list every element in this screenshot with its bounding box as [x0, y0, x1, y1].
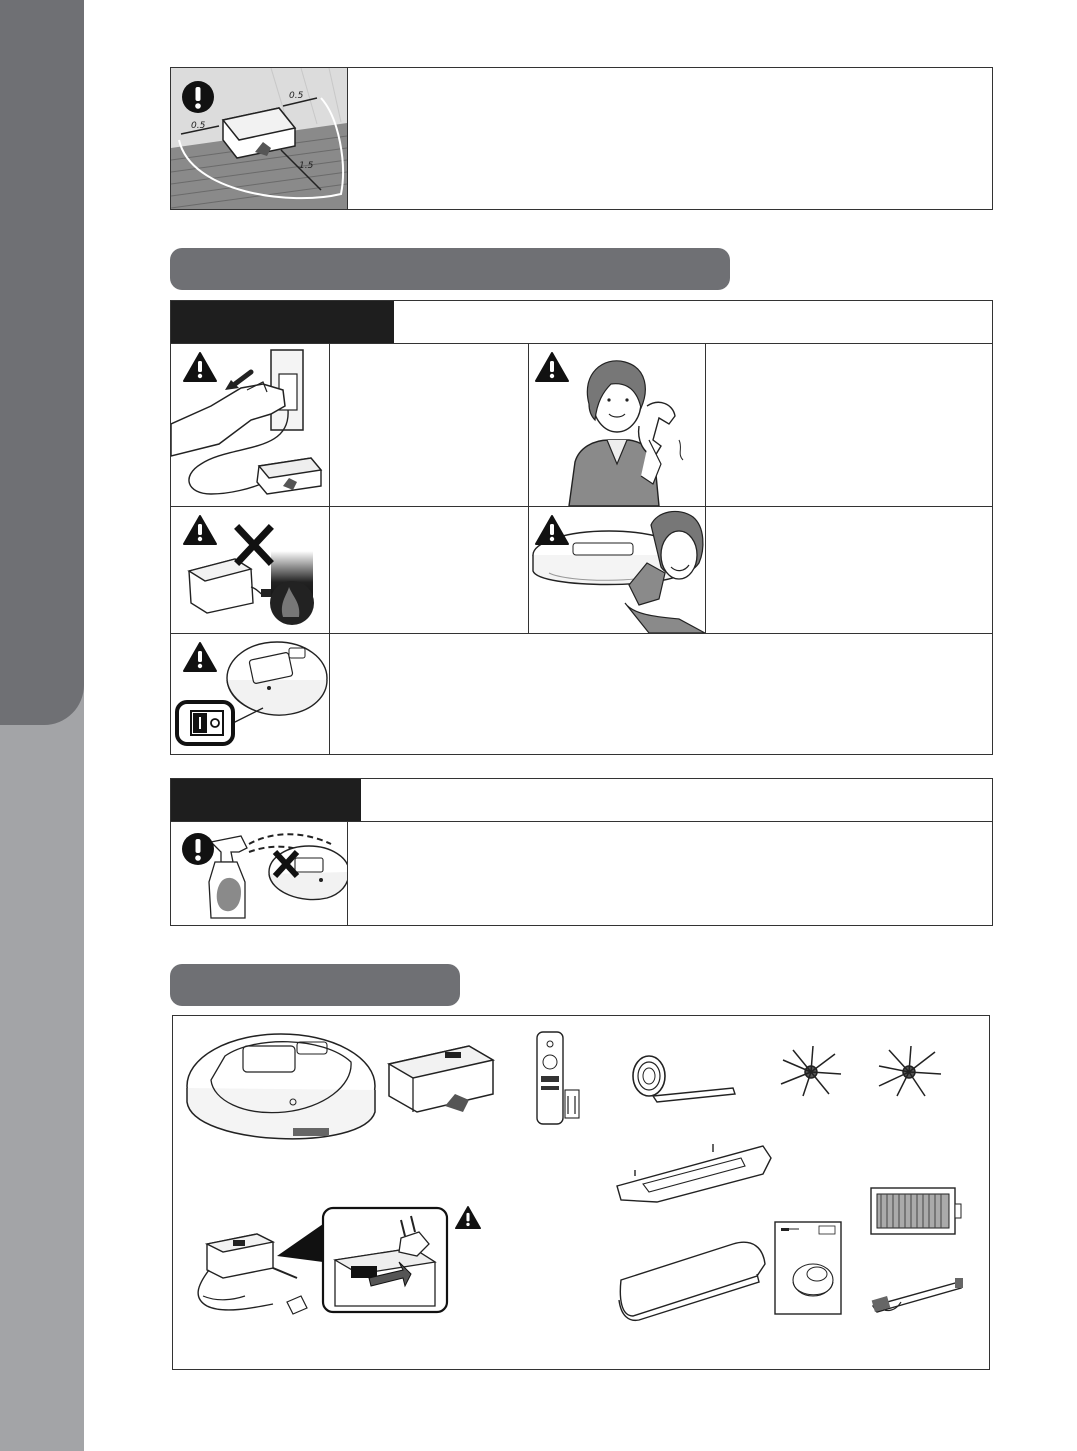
remote-control-illustration: [537, 1032, 579, 1124]
warning-triangle-icon: [183, 515, 217, 545]
charging-station-illustration: [389, 1046, 493, 1112]
dimension-front: 1.5: [299, 161, 314, 171]
dimension-left: 0.5: [191, 121, 206, 131]
warning-dry-cloth-illustration: [529, 507, 705, 633]
mop-pad-illustration: [619, 1242, 765, 1320]
side-brush-right-illustration: [879, 1046, 941, 1096]
warning-triangle-icon: [455, 1206, 481, 1229]
caution-header: [171, 779, 361, 821]
power-adapter-illustration: [198, 1208, 447, 1314]
placement-illustration: [171, 68, 347, 209]
mop-holder-illustration: [617, 1144, 771, 1202]
warning-power-switch-illustration: [171, 634, 329, 754]
components-illustrations: [173, 1016, 991, 1371]
dimension-right: 0.5: [289, 91, 304, 101]
caution-table: [170, 778, 993, 926]
side-brush-left-illustration: [781, 1046, 841, 1096]
warning-service-illustration: [529, 344, 705, 506]
warning-unplug-illustration: [171, 344, 329, 506]
warning-table: [170, 300, 993, 755]
robot-cleaner-illustration: [187, 1034, 375, 1139]
warning-triangle-icon: [183, 642, 217, 672]
placement-note-box: [170, 67, 993, 210]
warning-triangle-icon: [535, 352, 569, 382]
warning-header: [171, 301, 394, 343]
exclamation-circle-icon: [181, 832, 215, 866]
warning-triangle-icon: [183, 352, 217, 382]
warning-triangle-icon: [535, 515, 569, 545]
components-box: [172, 1015, 990, 1370]
caution-spray-illustration: [171, 822, 347, 925]
components-section-heading: [170, 964, 460, 1006]
safety-section-heading: [170, 248, 730, 290]
user-manual-illustration: [775, 1222, 841, 1314]
warning-battery-fire-illustration: [171, 507, 329, 633]
chapter-tab: [0, 0, 84, 725]
exclamation-circle-icon: [181, 80, 215, 114]
cleaning-brush-illustration: [872, 1278, 963, 1312]
magnetic-strip-illustration: [633, 1056, 735, 1102]
hepa-filter-illustration: [871, 1188, 961, 1234]
